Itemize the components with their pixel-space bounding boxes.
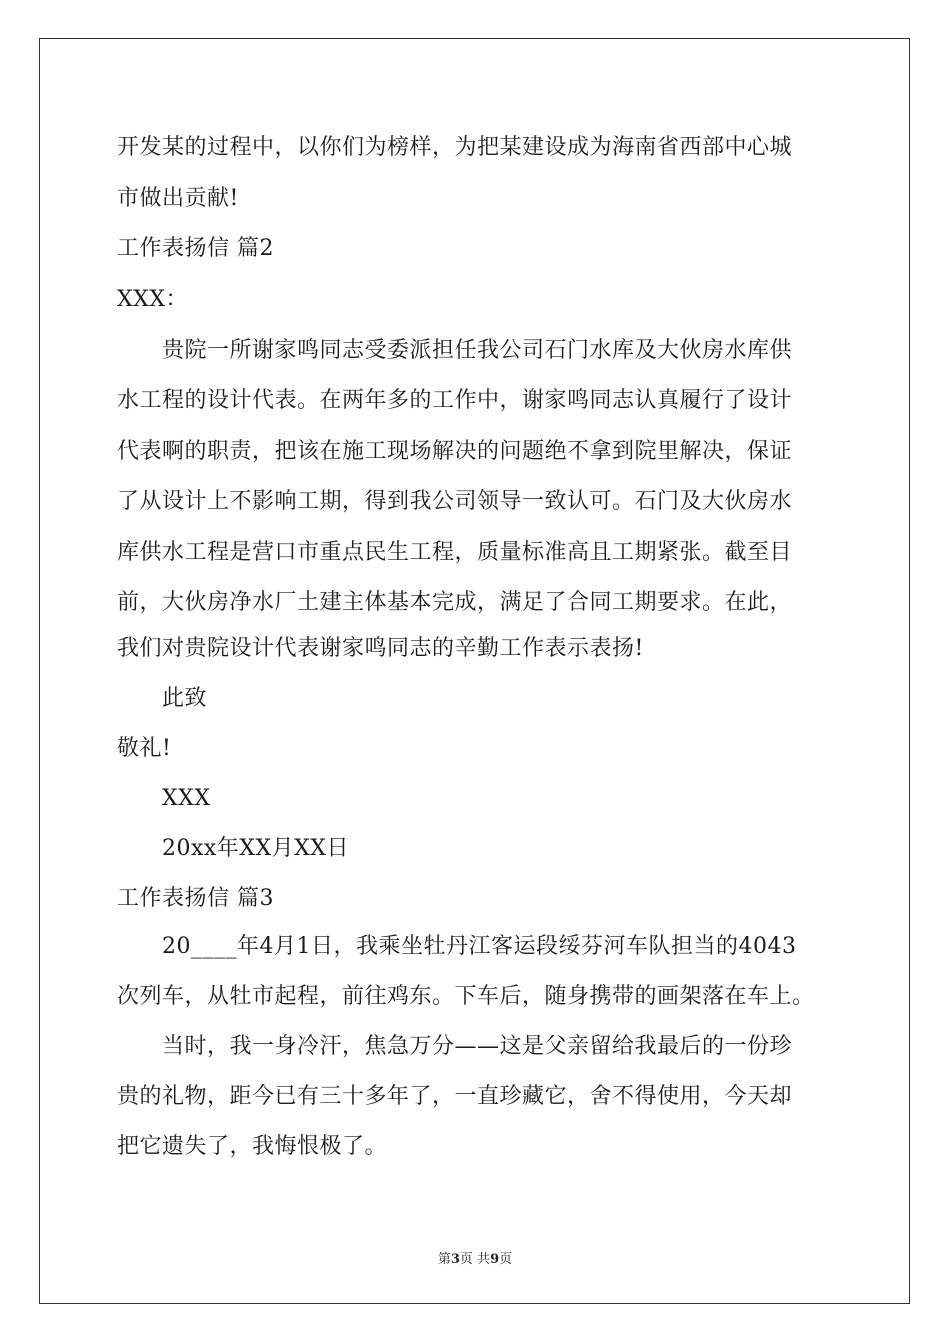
section-heading: 工作表扬信 篇2 [117, 236, 274, 261]
closing-text: 此致 [162, 686, 208, 711]
page-footer [0, 1248, 950, 1267]
footer-prefix: 第 [437, 1252, 451, 1267]
section-heading: 工作表扬信 篇3 [117, 886, 274, 911]
paragraph-line: 20____年4月1日，我乘坐牡丹江客运段绥芬河车队担当的4043 [162, 934, 797, 959]
paragraph-line: 把它遗失了，我悔恨极了。 [117, 1134, 388, 1159]
salutation: XXX： [117, 287, 188, 312]
paragraph-line: 贵的礼物，距今已有三十多年了，一直珍藏它，舍不得使用，今天却 [117, 1084, 793, 1109]
paragraph-line: 市做出贡献! [117, 186, 239, 211]
footer-mid: 页 共 [459, 1252, 491, 1267]
current-page-number: 3 [450, 1252, 460, 1267]
closing-text: 敬礼! [117, 736, 172, 761]
total-page-number: 9 [490, 1252, 500, 1267]
footer-suffix: 页 [499, 1252, 513, 1267]
paragraph-line: 当时，我一身冷汗，焦急万分——这是父亲留给我最后的一份珍 [162, 1034, 793, 1059]
paragraph-line: 次列车，从牡市起程，前往鸡东。下车后，随身携带的画架落在车上。 [117, 984, 815, 1009]
paragraph-line: 我们对贵院设计代表谢家鸣同志的辛勤工作表示表扬! [117, 636, 644, 661]
paragraph-line: 前，大伙房净水厂土建主体基本完成，满足了合同工期要求。在此， [117, 590, 793, 615]
page-border [39, 38, 910, 1304]
signature: XXX [162, 786, 211, 811]
paragraph-line: 了从设计上不影响工期，得到我公司领导一致认可。石门及大伙房水 [117, 489, 793, 514]
date: 20xx年XX月XX日 [162, 836, 349, 861]
paragraph-line: 开发某的过程中，以你们为榜样，为把某建设成为海南省西部中心城 [117, 135, 793, 160]
paragraph-line: 库供水工程是营口市重点民生工程，质量标准高且工期紧张。截至目 [117, 540, 793, 565]
paragraph-line: 贵院一所谢家鸣同志受委派担任我公司石门水库及大伙房水库供 [162, 338, 793, 363]
paragraph-line: 水工程的设计代表。在两年多的工作中，谢家鸣同志认真履行了设计 [117, 388, 793, 413]
paragraph-line: 代表啊的职责，把该在施工现场解决的问题绝不拿到院里解决，保证 [117, 439, 793, 464]
